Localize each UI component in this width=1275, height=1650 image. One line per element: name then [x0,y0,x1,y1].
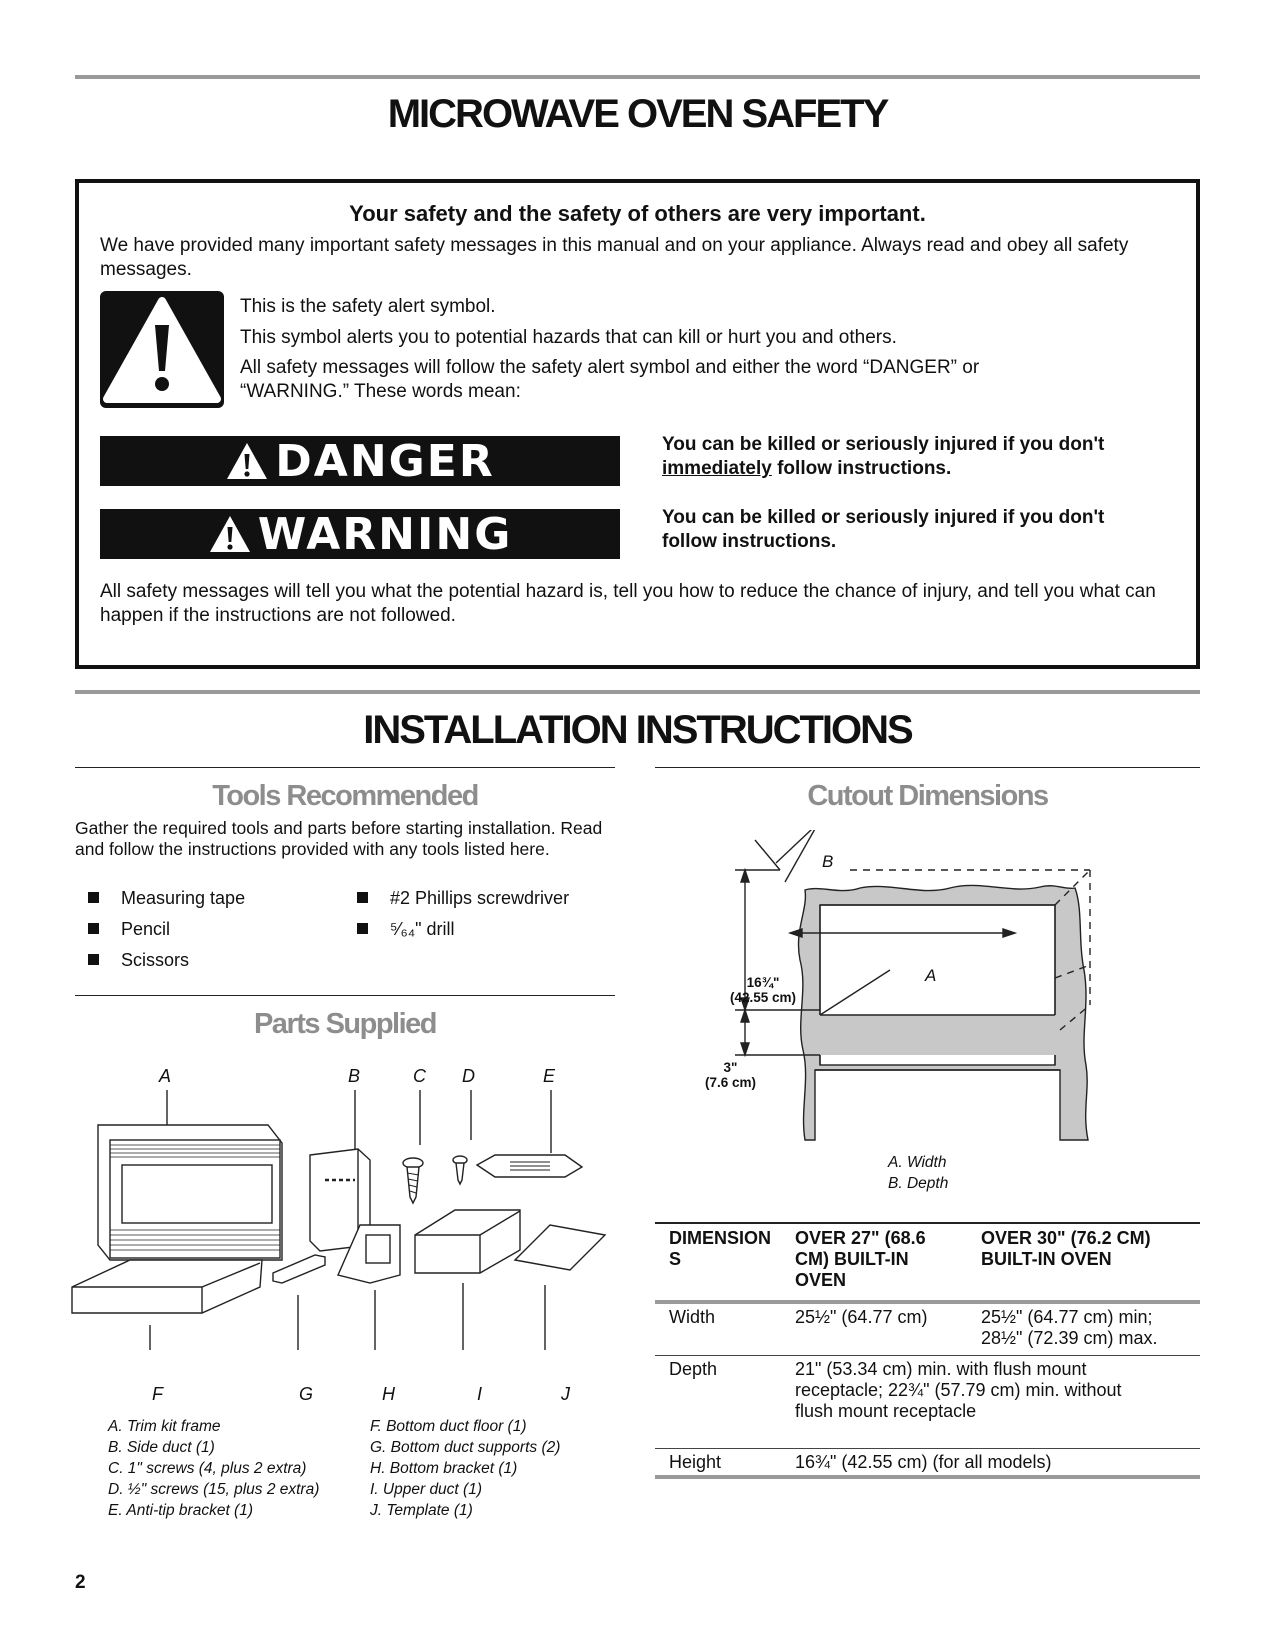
legend-item: H. Bottom bracket (1) [370,1460,518,1477]
cutout-height-dim [730,975,796,1005]
parts-legend-right [370,1416,560,1521]
tool-item: Pencil [88,919,170,940]
parts-rule [75,995,615,996]
parts-heading: Parts Supplied [253,1008,437,1040]
legend-item: A. Trim kit frame [108,1418,221,1435]
height-dim-cm: (42.55 cm) [730,990,797,1005]
legend-item: F. Bottom duct floor (1) [370,1418,527,1435]
legend-item: D. ½" screws (15, plus 2 extra) [108,1481,320,1498]
table-row [655,1356,1200,1449]
table-header [655,1222,1200,1300]
cutout-label-a: A [925,966,937,985]
symbol-line-1: This is the safety alert symbol. [240,296,496,317]
parts-legend-left [108,1416,319,1521]
alert-triangle-icon [225,441,269,481]
part-letter-f: F [152,1384,163,1404]
cutout-base-dim [705,1060,756,1090]
dimensions-table [655,1222,1200,1479]
table-cell: 16¾" (42.55 cm) (for all models) [795,1452,1052,1472]
warning-label: WARNING [257,508,513,560]
part-letter-b: B [348,1066,361,1086]
part-letter-e: E [543,1066,556,1086]
table-cell: Depth [669,1359,718,1379]
header-cell: OVER 30" (76.2 CM) BUILT-IN OVEN [981,1228,1151,1269]
safety-footer: All safety messages will tell you what the potential hazard is, tell you how to reduce the chance of injury, and tell you what can happen if the instructions are not followed. [100,581,1156,626]
danger-description [662,433,1182,481]
tools-heading: Tools Recommended [212,780,478,812]
safety-alert-symbol [100,291,224,408]
base-dim-cm: (7.6 cm) [705,1075,757,1090]
legend-item: A. Width [888,1154,947,1171]
height-dim-in: 16¾" [746,975,780,990]
legend-item: G. Bottom duct supports (2) [370,1439,561,1456]
table-cell: Height [669,1452,722,1472]
header-cell: DIMENSIONS [669,1228,772,1269]
tools-intro: Gather the required tools and parts before starting installation. Read and follow the instructions provided with any tools listed here. [75,818,603,859]
legend-item: B. Side duct (1) [108,1439,215,1456]
part-letter-c: C [413,1066,426,1086]
header-cell: OVER 27" (68.6 CM) BUILT-IN OVEN [795,1228,926,1290]
safety-title: MICROWAVE OVEN SAFETY [387,92,888,136]
part-letter-h: H [382,1384,395,1404]
symbol-line-2: This symbol alerts you to potential hazards that can kill or hurt you and others. [240,327,897,348]
table-row [655,1304,1200,1356]
danger-text-a: You can be killed or seriously injured if you don't [662,434,1105,455]
warning-signal [100,509,620,559]
tools-rule [75,767,615,768]
legend-item: E. Anti-tip bracket (1) [108,1502,254,1519]
part-letter-i: I [477,1384,483,1404]
table-cell: Width [669,1307,716,1327]
cutout-legend [888,1152,948,1194]
page-number: 2 [75,1572,86,1593]
parts-illustration [70,1085,630,1405]
tool-item: Scissors [88,950,189,971]
danger-text-b: follow instructions. [777,458,952,479]
safety-heading: Your safety and the safety of others are very important. [349,201,926,226]
danger-signal [100,436,620,486]
table-cell: 21" (53.34 cm) min. with flush mount receptacle; 22¾" (57.79 cm) min. without flush mount receptacle [795,1359,1122,1421]
cutout-label-b: B [822,852,834,871]
tool-item: #2 Phillips screwdriver [357,888,569,909]
alert-triangle-icon [208,514,252,554]
legend-item: J. Template (1) [370,1502,473,1519]
legend-item: C. 1" screws (4, plus 2 extra) [108,1460,307,1477]
warning-description: You can be killed or seriously injured if you don't follow instructions. [662,507,1105,552]
install-title: INSTALLATION INSTRUCTIONS [363,708,912,752]
danger-text-immediately: immediately [662,458,772,479]
top-rule [75,75,1200,79]
tool-item: ⁵⁄₆₄" drill [357,919,454,940]
danger-label: DANGER [275,435,495,487]
part-letter-a: A [159,1066,172,1086]
part-letter-g: G [299,1384,314,1404]
legend-item: I. Upper duct (1) [370,1481,482,1498]
table-cell: 25½" (64.77 cm) min; 28½" (72.39 cm) max. [981,1307,1158,1348]
safety-intro: We have provided many important safety messages in this manual and on your appliance. Always read and obey all safety messages. [100,235,1129,280]
symbol-line-3: All safety messages will follow the safety alert symbol and either the word “DANGER” or “WARNING.” These words mean: [240,357,980,402]
table-cell: 25½" (64.77 cm) [795,1307,928,1327]
base-dim-in: 3" [723,1060,738,1075]
legend-item: B. Depth [888,1175,949,1192]
tool-item: Measuring tape [88,888,245,909]
cutout-heading: Cutout Dimensions [807,780,1048,812]
part-letter-d: D [462,1066,475,1086]
table-row [655,1449,1200,1479]
install-rule [75,690,1200,694]
part-letter-j: J [561,1384,570,1404]
cutout-rule [655,767,1200,768]
